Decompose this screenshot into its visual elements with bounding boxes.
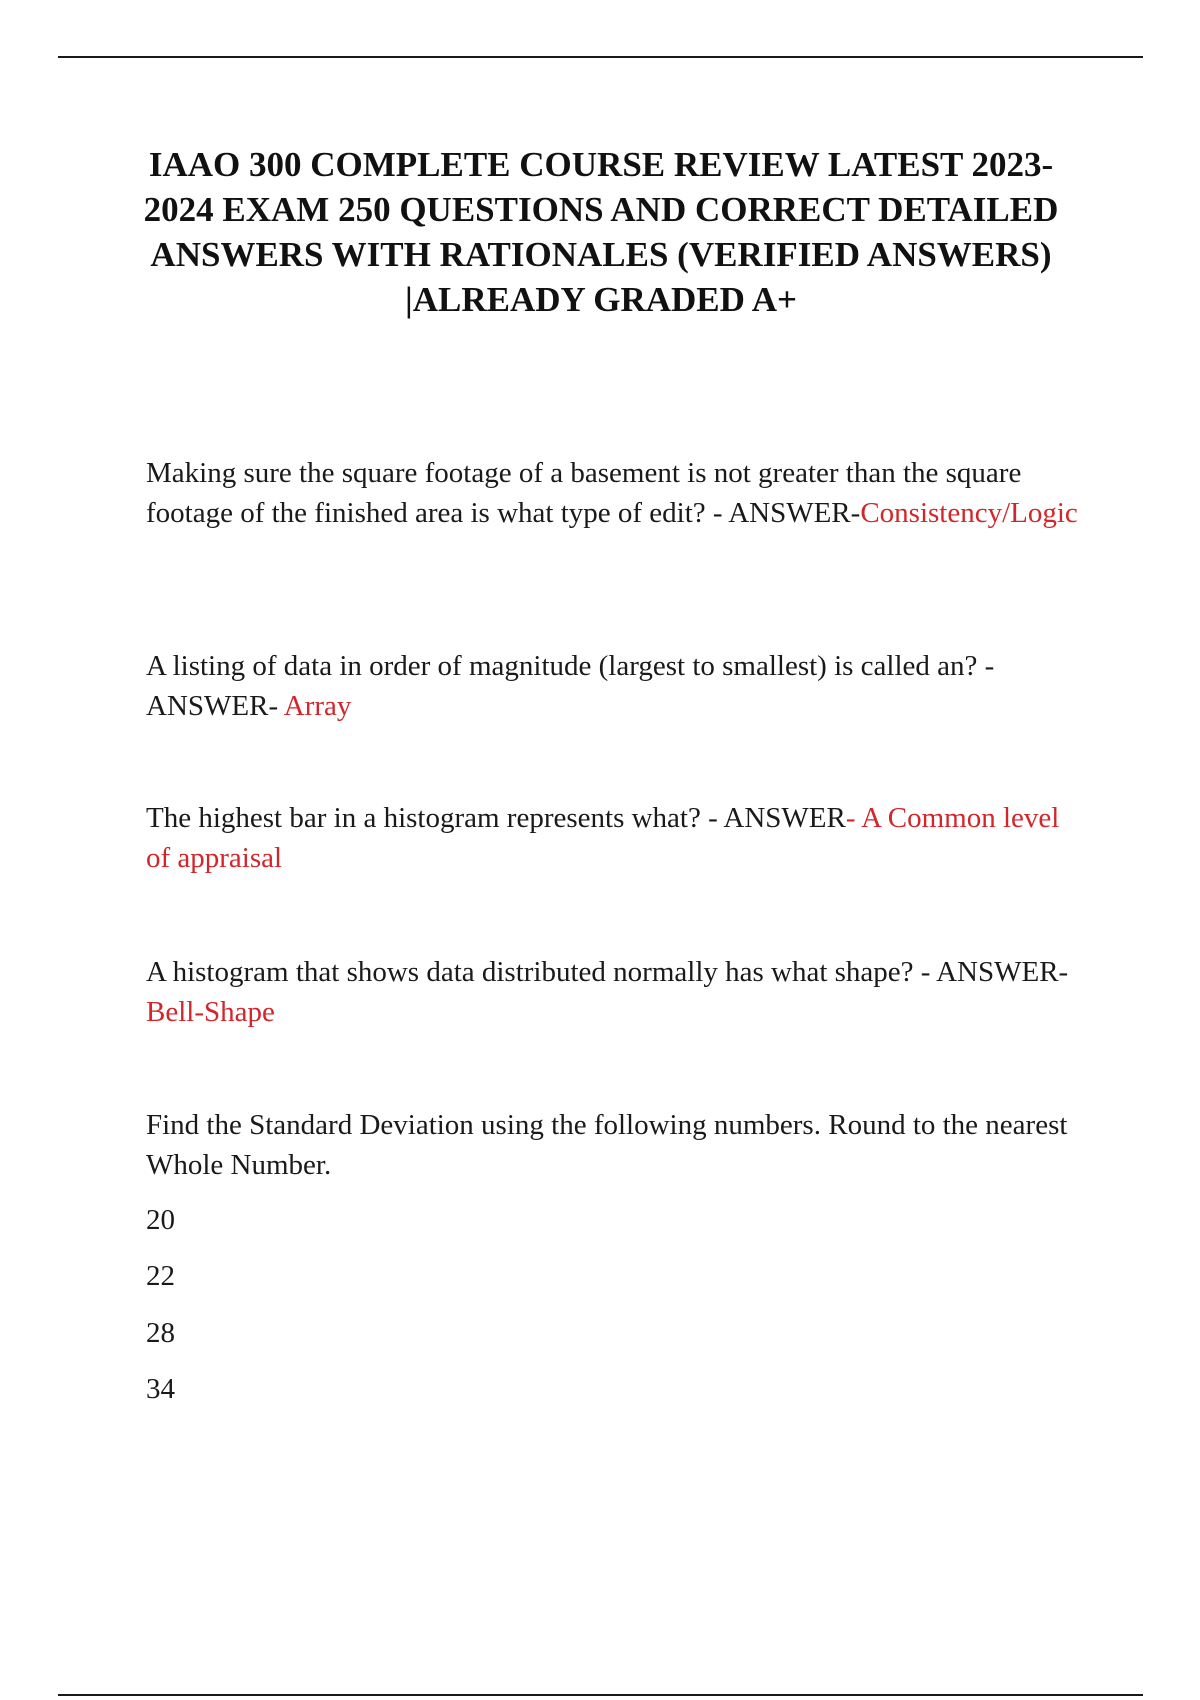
question-text: A listing of data in order of magnitude (largest to smallest) is called an? - ANSWER-: [146, 650, 995, 722]
answer-text: Array: [283, 690, 352, 722]
question-text: Making sure the square footage of a basement is not greater than the square footage of the finished area is what type of edit? - ANSWER-: [146, 457, 1022, 529]
document-title: IAAO 300 COMPLETE COURSE REVIEW LATEST 2023-2024 EXAM 250 QUESTIONS AND CORRECT DETAILED ANSWERS WITH RATIONALES (VERIFIED ANSWERS) |ALREADY GRADED A+: [143, 145, 1059, 319]
answer-text: Bell-Shape: [146, 996, 275, 1028]
data-number: 28: [146, 1317, 175, 1349]
answer-text: - A Common level of appraisal: [146, 802, 1060, 874]
data-number: 20: [146, 1204, 175, 1236]
data-number: 22: [146, 1260, 175, 1292]
question-text: The highest bar in a histogram represents what? - ANSWER: [146, 802, 846, 834]
question-block: [146, 798, 1086, 878]
top-divider: [58, 56, 1143, 58]
question-block: [146, 453, 1086, 533]
bottom-divider: [58, 1694, 1143, 1696]
data-number: 34: [146, 1373, 175, 1405]
answer-text: Consistency/Logic: [860, 497, 1078, 529]
question-block: [146, 952, 1086, 1032]
question-block: [146, 646, 1086, 726]
question-text: Find the Standard Deviation using the following numbers. Round to the nearest Whole Number.: [146, 1109, 1068, 1181]
question-text: A histogram that shows data distributed normally has what shape? - ANSWER-: [146, 956, 1069, 988]
question-block: [146, 1105, 1086, 1185]
